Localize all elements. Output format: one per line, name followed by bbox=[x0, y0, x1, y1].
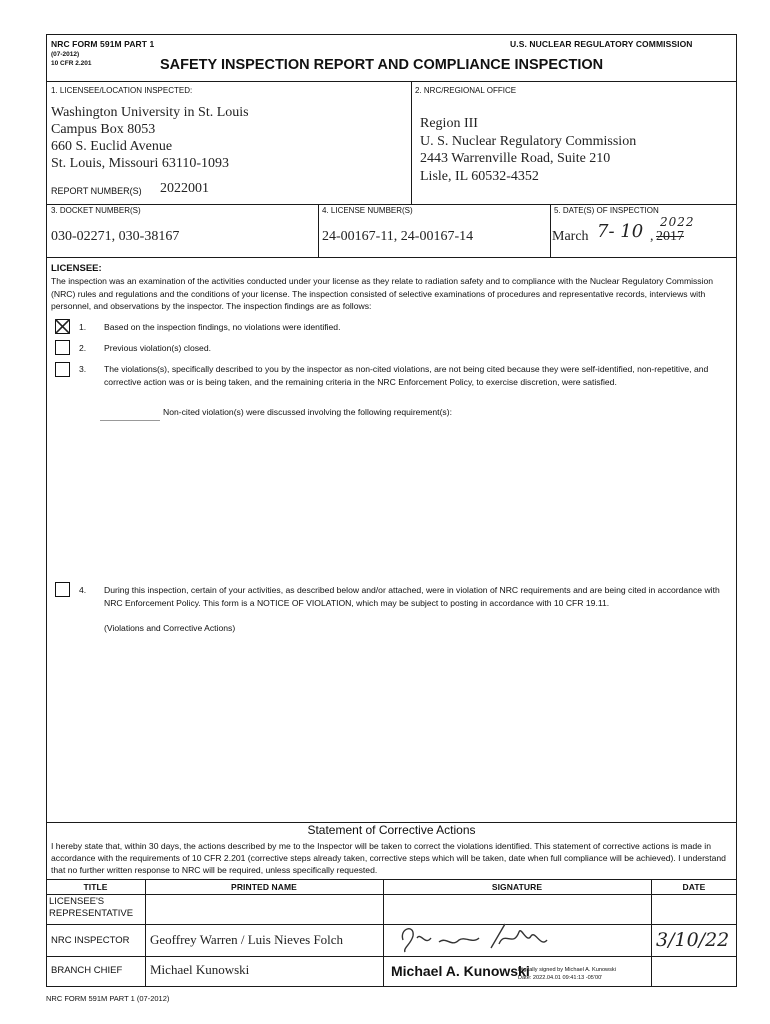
check-x-icon bbox=[55, 319, 70, 334]
digital-signature-name: Michael A. Kunowski bbox=[391, 963, 530, 979]
item-number: 2. bbox=[79, 343, 87, 353]
item-number: 4. bbox=[79, 585, 87, 595]
digital-signature-line: Date: 2022.04.01 09:41:13 -05'00' bbox=[518, 975, 603, 981]
report-number: 2022001 bbox=[160, 181, 209, 196]
office-line: U. S. Nuclear Regulatory Commission bbox=[420, 133, 637, 149]
corrective-statement: I hereby state that, within 30 days, the actions described by me to the Inspector will be taken to correct the violations identified. This statement of corrective actions is made in accordance with the requirements of 10 CFR 2.201 (corrective steps already taken, corrective steps which will be taken, date when full compliance will be achieved). I understand that no further written response to NRC will be required, unless specifically requested. bbox=[51, 841, 726, 875]
date-comma: , bbox=[650, 229, 654, 244]
report-number-label: REPORT NUMBER(S) bbox=[51, 186, 142, 196]
row-title-inspector: NRC INSPECTOR bbox=[51, 935, 130, 946]
address-line: Washington University in St. Louis bbox=[51, 105, 249, 120]
corrective-title: Statement of Corrective Actions bbox=[307, 823, 476, 837]
col-header-signature: SIGNATURE bbox=[491, 882, 543, 892]
col-header-date: DATE bbox=[682, 882, 706, 892]
regional-office-label: 2. NRC/REGIONAL OFFICE bbox=[415, 86, 517, 95]
divider bbox=[318, 204, 319, 257]
docket-value: 030-02271, 030-38167 bbox=[51, 229, 180, 244]
row-title-branch-chief: BRANCH CHIEF bbox=[51, 965, 123, 976]
divider bbox=[651, 879, 652, 987]
divider bbox=[550, 204, 551, 257]
inspection-intro: The inspection was an examination of the activities conducted under your license as they relate to radiation safety and to compliance with the Nuclear Regulatory Commission (NRC) rules and regulations and the conditions of your license. The inspection consisted of selective examinations of procedures and representative records, interviews with personnel, and observations by the inspector. The inspection findings are as follows: bbox=[51, 276, 714, 312]
divider bbox=[46, 81, 737, 82]
item-text: The violations(s), specifically described to you by the inspector as non-cited violations, are not being cited because they were self-identified, non-repetitive, and corrective action was or is being taken, and the remaining criteria in the NRC Enforcement Policy, to exercise discretion, were satisfied. bbox=[104, 364, 709, 387]
digital-signature-line: Digitally signed by Michael A. Kunowski bbox=[518, 967, 616, 973]
divider bbox=[383, 879, 384, 987]
inspection-year-struck: 2017 bbox=[656, 229, 684, 244]
divider bbox=[46, 204, 737, 205]
noncited-text: Non-cited violation(s) were discussed involving the following requirement(s): bbox=[163, 407, 452, 417]
divider bbox=[46, 894, 737, 895]
item-number: 3. bbox=[79, 364, 87, 374]
inspection-days: 7- 10 bbox=[597, 221, 644, 242]
form-title: SAFETY INSPECTION REPORT AND COMPLIANCE INSPECTION bbox=[160, 57, 604, 73]
inspection-year-handwritten: 2022 bbox=[660, 215, 695, 229]
divider bbox=[46, 956, 737, 957]
item-text: Previous violation(s) closed. bbox=[104, 343, 211, 353]
footer-form-name: NRC FORM 591M PART 1 (07-2012) bbox=[46, 994, 170, 1003]
item3-checkbox[interactable] bbox=[55, 362, 70, 377]
agency-name: U.S. NUCLEAR REGULATORY COMMISSION bbox=[510, 39, 693, 49]
address-line: St. Louis, Missouri 63110-1093 bbox=[51, 156, 229, 171]
item1-checkbox[interactable] bbox=[55, 319, 70, 334]
inspector-name: Geoffrey Warren / Luis Nieves Folch bbox=[150, 932, 344, 947]
address-line: 660 S. Euclid Avenue bbox=[51, 139, 173, 154]
license-label: 4. LICENSE NUMBER(S) bbox=[322, 206, 413, 215]
office-line: 2443 Warrenville Road, Suite 210 bbox=[420, 151, 611, 166]
item-text: Based on the inspection findings, no violations were identified. bbox=[104, 322, 341, 332]
divider bbox=[145, 879, 146, 987]
divider bbox=[411, 81, 412, 204]
item2-checkbox[interactable] bbox=[55, 340, 70, 355]
licensee-heading: LICENSEE: bbox=[51, 263, 102, 274]
licensee-address bbox=[51, 104, 249, 172]
digital-signature-details bbox=[518, 966, 616, 982]
license-value: 24-00167-11, 24-00167-14 bbox=[322, 229, 474, 244]
inspection-month: March bbox=[552, 229, 589, 244]
blank-line bbox=[100, 420, 160, 421]
inspector-signature-icon bbox=[395, 918, 575, 956]
item4-checkbox[interactable] bbox=[55, 582, 70, 597]
regional-office-address bbox=[420, 115, 636, 185]
divider bbox=[46, 879, 737, 880]
office-line: Region III bbox=[420, 116, 478, 131]
row-title-licensee-rep: LICENSEE'S REPRESENTATIVE bbox=[49, 896, 134, 919]
item-number: 1. bbox=[79, 322, 87, 332]
office-line: Lisle, IL 60532-4352 bbox=[420, 168, 539, 184]
col-header-title: TITLE bbox=[83, 882, 108, 892]
col-header-name: PRINTED NAME bbox=[231, 882, 297, 892]
divider bbox=[46, 257, 737, 258]
licensee-location-label: 1. LICENSEE/LOCATION INSPECTED: bbox=[51, 86, 193, 95]
branch-chief-name: Michael Kunowski bbox=[150, 962, 250, 977]
cfr-reference: 10 CFR 2.201 bbox=[51, 60, 92, 67]
violations-subheading: (Violations and Corrective Actions) bbox=[104, 623, 236, 633]
inspector-date: 3/10/22 bbox=[656, 929, 730, 951]
inspection-date-label: 5. DATE(S) OF INSPECTION bbox=[554, 206, 659, 215]
form-name: NRC FORM 591M PART 1 bbox=[51, 39, 155, 49]
form-date: (07-2012) bbox=[51, 51, 80, 58]
divider bbox=[46, 924, 737, 925]
address-line: Campus Box 8053 bbox=[51, 122, 156, 137]
item-text: During this inspection, certain of your activities, as described below and/or attached, were in violation of NRC requirements and are being cited in accordance with NRC Enforcement Policy. This form is a NOTICE OF VIOLATION, which may be subject to posting in accordance with 10 CFR 19.11. bbox=[104, 585, 720, 608]
docket-label: 3. DOCKET NUMBER(S) bbox=[51, 206, 141, 215]
